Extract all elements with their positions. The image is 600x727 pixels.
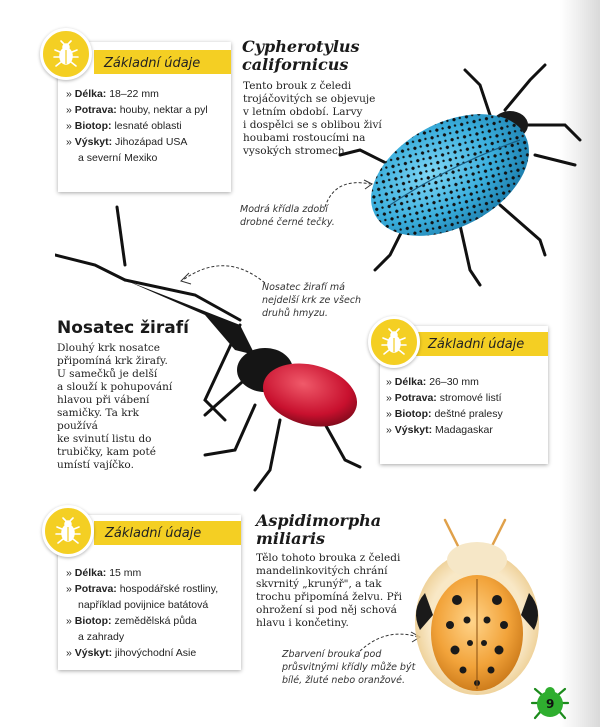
beetle-icon xyxy=(40,28,92,80)
facts-card-title: Základní údaje xyxy=(104,56,201,71)
fact-length: » Délka: 15 mm xyxy=(66,567,142,579)
fact-habitat: » Biotop: lesnaté oblasti xyxy=(66,120,182,132)
fact-habitat: » Biotop: zemědělská půda xyxy=(66,615,197,627)
beetle-icon xyxy=(368,316,420,368)
section-title-nosatec: Nosatec žirafí xyxy=(57,318,189,338)
fact-food: » Potrava: stromové listí xyxy=(386,392,502,404)
fact-food: » Potrava: hospodářské rostliny, xyxy=(66,583,219,595)
fact-length: » Délka: 18–22 mm xyxy=(66,88,159,100)
fact-habitat: » Biotop: deštné pralesy xyxy=(386,408,503,420)
fact-food: » Potrava: houby, nektar a pyl xyxy=(66,104,208,116)
facts-card-title: Základní údaje xyxy=(105,526,202,541)
section-title-cypherotylus: Cypherotylus californicus xyxy=(242,37,360,74)
fact-food-cont: například povijnice batátová xyxy=(78,599,209,611)
page-number: 9 xyxy=(546,697,555,711)
fact-habitat-cont: a zahrady xyxy=(78,631,125,643)
facts-list xyxy=(66,86,228,166)
section-body-aspidimorpha: Tělo tohoto brouka z čeledi mandelinkovitých chrání skvrnitý „krunýř", a tak trochu připomíná želvu. Při ohrožení si pod něj schová hlavu i končetiny. xyxy=(256,552,403,629)
facts-card-title: Základní údaje xyxy=(428,337,525,352)
section-body-nosatec: Dlouhý krk nosatce připomíná krk žirafy. U samečků je delší a slouží k pohupování hlavou při vábení samičky. Ta krk používá ke svinutí listu do trubičky, kam poté umístí vajíčko. xyxy=(57,342,173,471)
facts-list xyxy=(66,565,238,661)
fact-range: » Výskyt: jihovýchodní Asie xyxy=(66,647,197,659)
fact-range: » Výskyt: Madagaskar xyxy=(386,424,493,436)
caption-aspidimorpha: Zbarvení brouka pod průsvitnými křídly může být bílé, žluté nebo oranžové. xyxy=(282,649,416,686)
fact-range: » Výskyt: Jihozápad USA xyxy=(66,136,188,148)
facts-list xyxy=(386,374,546,438)
section-title-aspidimorpha: Aspidimorpha miliaris xyxy=(256,511,382,548)
caption-cypherotylus: Modrá křídla zdobí drobné černé tečky. xyxy=(240,204,335,228)
caption-arrow xyxy=(175,255,270,295)
caption-nosatec: Nosatec žirafí má nejdelší krk ze všech druhů hmyzu. xyxy=(262,282,362,319)
section-body-cypherotylus: Tento brouk z čeledi trojáčovitých se objevuje v letním období. Larvy i dospělci se s oblibou živí houbami rostoucími na vysokých stromech. xyxy=(243,80,382,157)
tortoise-beetle-image xyxy=(405,515,550,700)
fact-length: » Délka: 26–30 mm xyxy=(386,376,479,388)
fact-range-cont: a severní Mexiko xyxy=(78,152,158,164)
beetle-icon xyxy=(42,505,94,557)
